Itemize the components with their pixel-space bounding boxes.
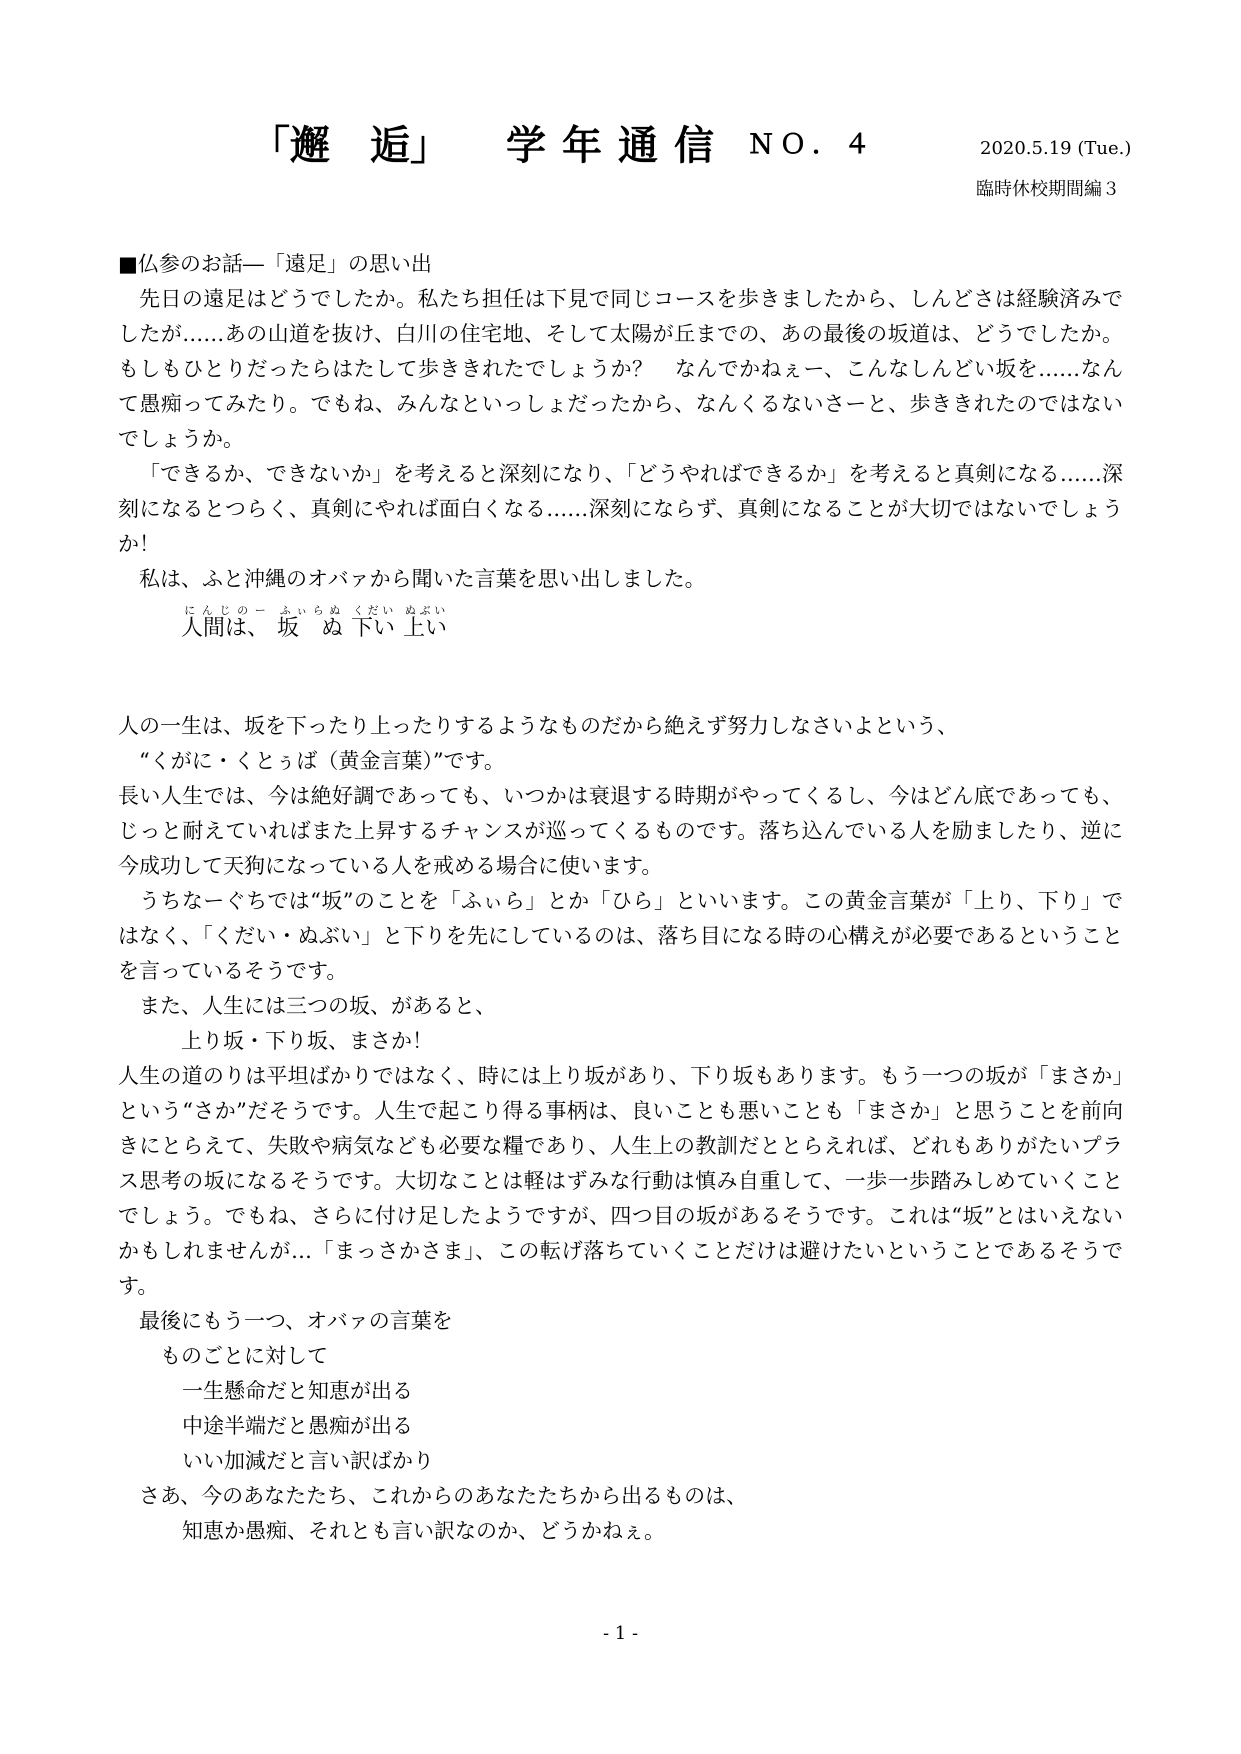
poem-line: 中途半端だと愚痴が出る xyxy=(182,1414,413,1438)
poem-line: ものごとに対して xyxy=(160,1344,328,1368)
poem-line: いい加減だと言い訳ばかり xyxy=(182,1449,434,1473)
article-body xyxy=(118,247,1123,1549)
paragraph: 最後にもう一つ、オバァの言葉を xyxy=(139,1309,453,1333)
issue-date: 2020.5.19 (Tue.) xyxy=(980,138,1132,159)
issue-number: ＮＯ．４ xyxy=(748,130,877,160)
newsletter-title xyxy=(250,123,877,169)
edition-label: 臨時休校期間編３ xyxy=(976,179,1120,200)
paragraph: 人生の道のりは平坦ばかりではなく、時には上り坂があり、下り坂もあります。もう一つの坂が「まさか」という“さか”だそうです。人生で起こり得る事柄は、良いことも悪いことも「まさか」と思うことを前向きにとらえて、失敗や病気なども必要な糧であり、人生上の教訓だととらえれば、どれもありがたいプラス思考の坂になるそうです。大切なことは軽はずみな行動は慎み自重して、一歩一歩踏みしめていくことでしょう。でもね、さらに付け足したようですが、四つ目の坂があるそうです。これは“坂”とはいえないかもしれませんが…「まっさかさま」、この転げ落ちていくことだけは避けたいということであるそうです。 xyxy=(118,1064,1123,1298)
proverb-word: 坂 ぬふぃらぬ xyxy=(277,604,344,641)
paragraph: 人の一生は、坂を下ったり上ったりするようなものだから絶えず努力しなさいよという、 xyxy=(118,714,958,738)
poem-line: 一生懸命だと知恵が出る xyxy=(182,1379,413,1403)
proverb-word: 人間は、にんじのー xyxy=(181,604,270,641)
paragraph: さあ、今のあなたたち、これからのあなたたちから出るものは、 xyxy=(139,1484,748,1508)
section-heading: ■仏参のお話―「遠足」の思い出 xyxy=(118,252,432,276)
proverb-word: 下いくだい xyxy=(351,604,396,641)
closing-line: 知恵か愚痴、それとも言い訳なのか、どうかねぇ。 xyxy=(182,1519,665,1543)
paragraph: 「できるか、できないか」を考えると深刻になり、「どうやればできるか」を考えると真剣になる……深刻になるとつらく、真剣にやれば面白くなる……深刻にならず、真剣になることが大切ではないでしょうか！ xyxy=(118,462,1123,556)
title-category: 学年通信 xyxy=(506,123,730,169)
paragraph: “くがに・くとぅば（黄金言葉）”です。 xyxy=(139,749,505,773)
paragraph: また、人生には三つの坂、があると、 xyxy=(139,994,496,1018)
paragraph: 私は、ふと沖縄のオバァから聞いた言葉を思い出しました。 xyxy=(139,567,706,591)
page-number: - 1 - xyxy=(602,1623,639,1644)
highlight-line: 上り坂・下り坂、まさか！ xyxy=(181,1029,433,1053)
paragraph: 先日の遠足はどうでしたか。私たち担任は下見で同じコースを歩きましたから、しんどさは経験済みでしたが……あの山道を抜け、白川の住宅地、そして太陽が丘までの、あの最後の坂道は、どうでしたか。もしもひとりだったらはたして歩ききれたでしょうか？ なんでかねぇー、こんなしんどい坂を……なんて愚痴ってみたり。でもね、みんなといっしょだったから、なんくるないさーと、歩ききれたのではないでしょうか。 xyxy=(118,287,1123,451)
spacer xyxy=(118,673,1123,709)
title-name: 「邂 逅」 xyxy=(250,123,450,169)
proverb-with-furigana xyxy=(118,597,1123,673)
proverb-word: 上いぬぶい xyxy=(403,604,448,641)
paragraph: 長い人生では、今は絶好調であっても、いつかは衰退する時期がやってくるし、今はどん底であっても、じっと耐えていればまた上昇するチャンスが巡ってくるものです。落ち込んでいる人を励ましたり、逆に今成功して天狗になっている人を戒める場合に使います。 xyxy=(118,784,1123,878)
paragraph: うちなーぐちでは“坂”のことを「ふぃら」とか「ひら」といいます。この黄金言葉が「上り、下り」ではなく、「くだい・ぬぶい」と下りを先にしているのは、落ち目になる時の心構えが必要であるということを言っているそうです。 xyxy=(118,889,1123,983)
